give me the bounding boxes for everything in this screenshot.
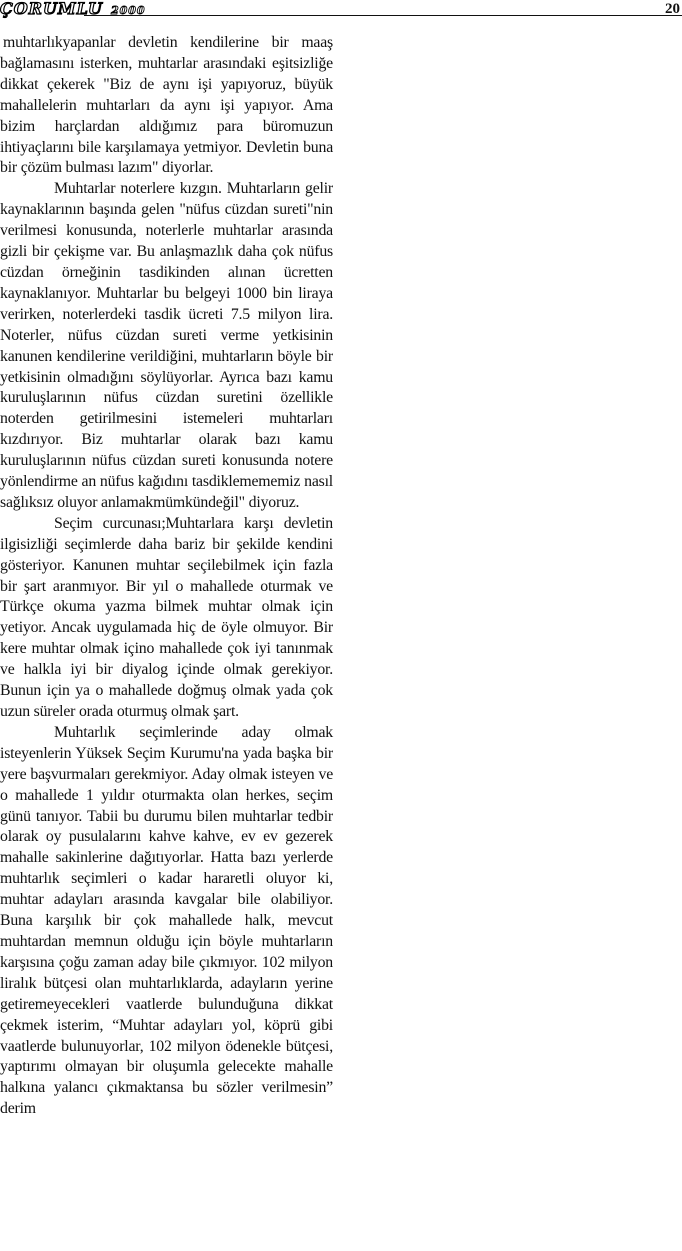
page-number: 20 (665, 1, 680, 17)
article-paragraph-4: Muhtarlık seçimlerinde aday olmak isteyenlerin Yüksek Seçim Kurumu'na yada başka bir yere başvurmaları gerekmiyor. Aday olmak isteyen ve o mahallede 1 yıldır oturmakta olan herkes, seçim günü tanıyor. Tabii bu durumu bilen muhtarlar tedbir olarak oy pusulalarını kahve kahve, ev ev gezerek mahalle sakinlerine dağıtıyorlar. Hatta bazı yerlerde muhtarlık seçimleri o kadar hararetli oluyor ki, muhtar adayları arasında kavgalar bile olabiliyor. Buna karşılık bir çok mahallede halk, mevcut muhtardan memnun olduğu için böyle muhtarların karşısına çoğu zaman aday bile çıkmıyor. 102 milyon liralık bütçesi olan muhtarlıklarda, adayların yerine getiremeyecekleri vaatlerde bulunduğuna dikkat çekmek isterim, “Muhtar adayları yol, köprü gibi vaatlerde bulunuyorlar, 102 milyon ödenekle bütçesi, yaptırımı olmayan bir oluşumla gelecekte mahalle halkına yalancı çıkmaktansa bu sözler verilmesin” derim (0, 723, 333, 1118)
article-paragraph-1: muhtarlıkyapanlar devletin kendilerine bir maaş bağlamasını isterken, muhtarlar arasındaki eşitsizliğe dikkat çekerek "Biz de aynı işi yapıyoruz, büyük mahallelerin muhtarları da aynı işi yapıyor. Ama bizim harçlardan aldığımız para büromuzun ihtiyaçlarını bile karşılamaya yetmiyor. Devletin buna bir çözüm bulması lazım" diyorlar. (0, 34, 333, 177)
article-paragraph-3: Seçim curcunası;Muhtarlara karşı devletin ilgisizliği seçimlerde daha bariz bir şekilde kendini gösteriyor. Kanunen muhtar seçilebilmek için fazla bir şart aranmıyor. Bir yıl o mahallede oturmak ve Türkçe okuma yazma bilmek muhtar olmak için yetiyor. Ancak uygulamada hiç de öyle olmuyor. Bir kere muhtar olmak içino mahallede çok iyi tanınmak ve halkla iyi bir diyalog içinde olmak gerekiyor. Bunun için ya o mahallede doğmuş olmak yada çok uzun süreler orada oturmuş olmak şart. (0, 514, 333, 720)
article-column (0, 33, 333, 1120)
masthead-title: ÇORUMLU (0, 0, 103, 18)
page-header (0, 0, 682, 18)
header-rule (84, 15, 682, 16)
masthead-logo (0, 0, 146, 20)
masthead-year: 2000 (110, 4, 146, 17)
article-paragraph-2: Muhtarlar noterlere kızgın. Muhtarların gelir kaynaklarının başında gelen "nüfus cüzdan sureti"nin verilmesi konusunda, noterlerle muhtarlar arasında gizli bir çekişme var. Bu anlaşmazlık daha çok nüfus cüzdan örneğinin tasdikinden alınan ücretten kaynaklanıyor. Muhtarlar bu belgeyi 1000 bin liraya verirken, noterlerdeki tasdik ücreti 7.5 milyon lira. Noterler, nüfus cüzdan sureti verme yetkisinin kanunen kendilerine verildiğini, muhtarların böyle bir yetkisinin olmadığını söylüyorlar. Ayrıca bazı kamu kuruluşlarının nüfus cüzdan suretini özellikle noterden getirilmesini istemeleri muhtarları kızdırıyor. Biz muhtarlar olarak bazı kamu kuruluşlarının nüfus cüzdan sureti konusunda notere yönlendirme an nüfus kağıdını tasdiklemememiz nasıl sağlıksız oluyor anlamakmümkündeğil" diyoruz. (0, 180, 333, 511)
